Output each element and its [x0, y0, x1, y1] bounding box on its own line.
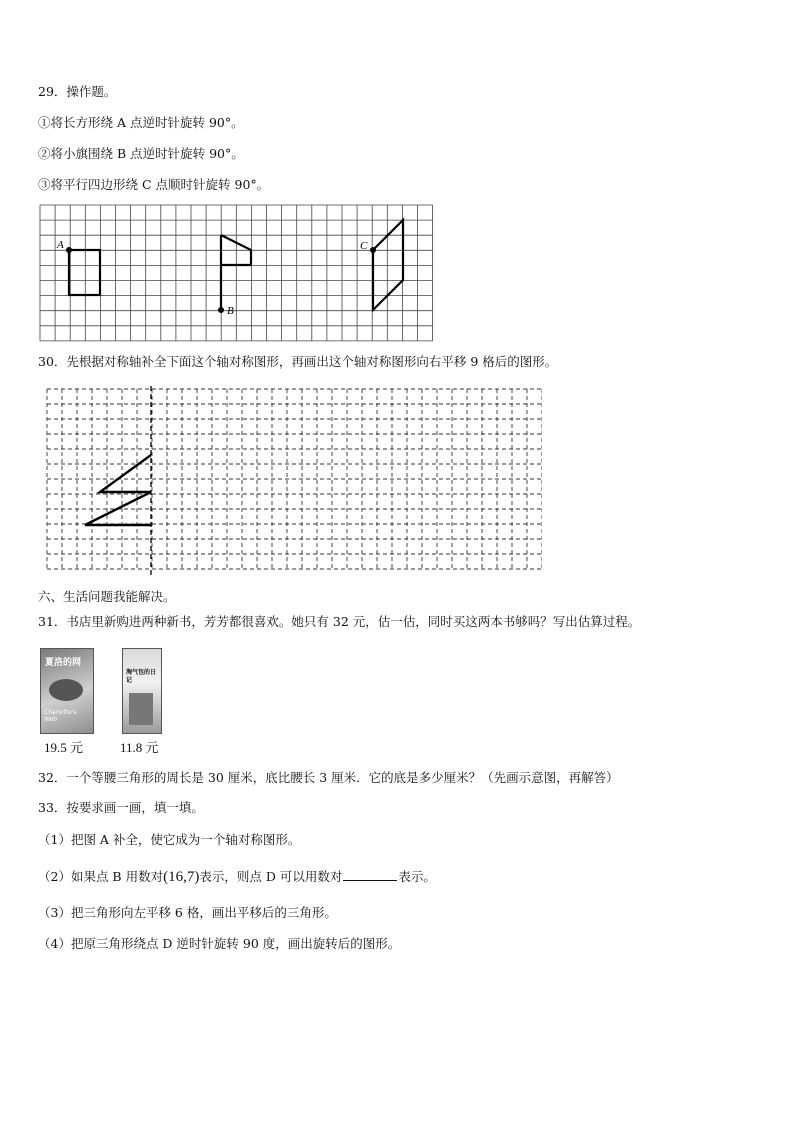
q29-item-2: ②将小旗围绕 B 点逆时针旋转 90°。 — [38, 146, 244, 161]
q31-title: 31．书店里新购进两种新书，芳芳都很喜欢。她只有 32 元，估一估，同时买这两本书够吗？写出估算过程。 — [38, 614, 641, 629]
q29-grid — [39, 204, 437, 342]
q33-part1: （1）把图 A 补全，使它成为一个轴对称图形。 — [38, 832, 301, 847]
q30-title: 30．先根据对称轴补全下面这个轴对称图形，再画出这个轴对称图形向右平移 9 格后的图形。 — [38, 354, 558, 369]
book2-cover-title: 淘气包的日记 — [126, 669, 157, 684]
book-charlottes-web-cover — [40, 648, 94, 734]
book1-price: 19.5 元 — [44, 740, 84, 755]
q33-part2-middle: 表示，则点 D 可以用数对 — [199, 869, 343, 884]
half-figure — [85, 455, 151, 525]
q30-dashed-grid — [46, 386, 542, 578]
book1-cover-subtitle: Charlotte's Web — [44, 709, 77, 723]
book2-price: 11.8 元 — [120, 740, 159, 755]
answer-blank[interactable] — [343, 868, 397, 881]
q33-part2-after: 表示。 — [398, 869, 436, 884]
coordinate-pair: (16,7) — [163, 869, 200, 885]
point-c — [370, 247, 376, 253]
q33-part4: （4）把原三角形绕点 D 逆时针旋转 90 度，画出旋转后的图形。 — [38, 936, 401, 951]
q33-title: 33．按要求画一画，填一填。 — [38, 800, 204, 815]
q33-part2-before: （2）如果点 B 用数对 — [38, 869, 164, 884]
q29-item-3: ③将平行四边形绕 C 点顺时针旋转 90°。 — [38, 177, 270, 192]
book1-illustration — [49, 679, 83, 701]
book1-cover-title: 夏洛的网 — [45, 658, 82, 668]
point-a — [66, 247, 72, 253]
label-a: A — [57, 239, 64, 251]
q29-item-1: ①将长方形绕 A 点逆时针旋转 90°。 — [38, 115, 244, 130]
label-b: B — [227, 305, 234, 317]
section6-title: 六、生活问题我能解决。 — [38, 589, 176, 604]
rectangle-shape — [69, 250, 100, 295]
q33-part2 — [38, 868, 436, 885]
q32-title: 32．一个等腰三角形的周长是 30 厘米，底比腰长 3 厘米．它的底是多少厘米？（先画示意图，再解答） — [38, 770, 619, 785]
label-c: C — [360, 240, 368, 252]
q33-part3: （3）把三角形向左平移 6 格，画出平移后的三角形。 — [38, 905, 337, 920]
point-b — [218, 307, 224, 313]
book2-illustration — [129, 693, 153, 725]
book-diary-cover — [122, 648, 162, 734]
q29-title: 29．操作题。 — [38, 84, 117, 99]
